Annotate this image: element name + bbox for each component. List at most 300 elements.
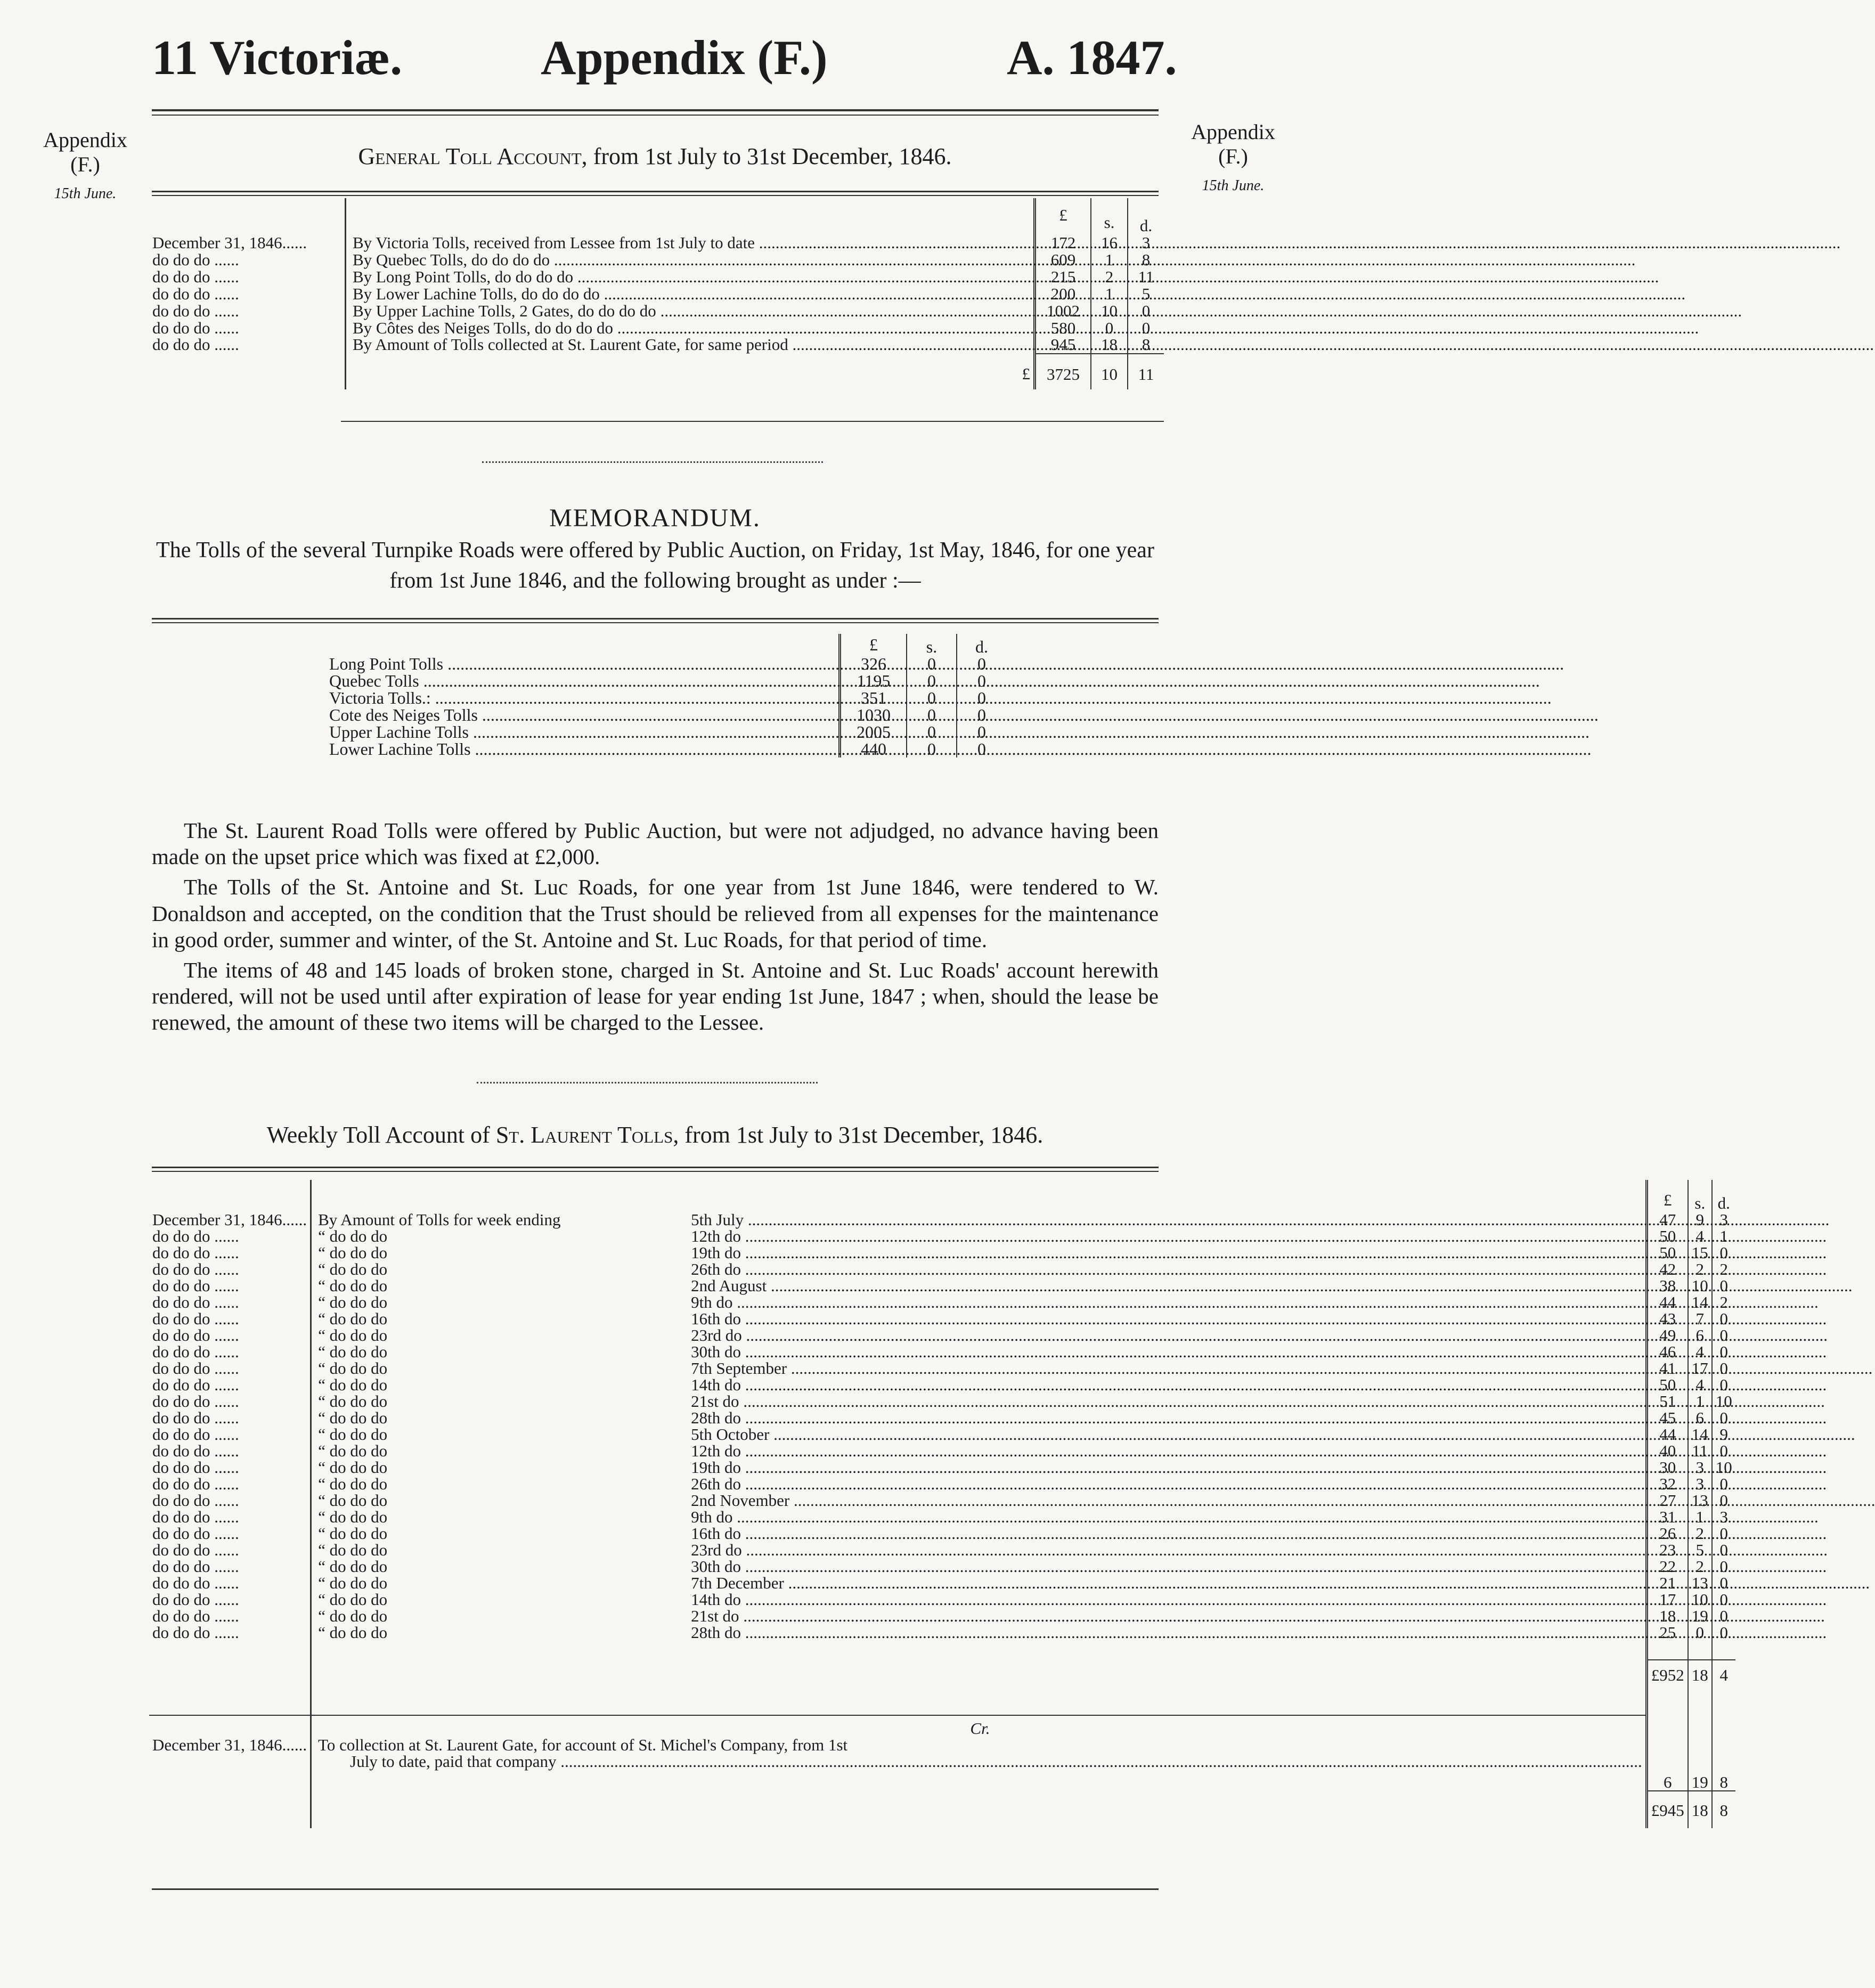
row-week-ending: 2nd November ..... bbox=[691, 1491, 1875, 1510]
header-rule-top bbox=[152, 109, 1159, 111]
row-week-ending: 16th do ..... bbox=[691, 1309, 1827, 1328]
row-date: do do do ...... bbox=[152, 1590, 239, 1609]
row-shillings: 1 bbox=[1688, 1393, 1712, 1409]
row-shillings: 4 bbox=[1688, 1343, 1712, 1360]
row-pence: 0 bbox=[1128, 320, 1164, 337]
table-row bbox=[149, 303, 1164, 320]
header-left: 11 Victoriæ. bbox=[152, 30, 403, 85]
memorandum-price-table bbox=[326, 634, 1006, 757]
row-date: do do do ...... bbox=[152, 1276, 239, 1295]
row-description-text: “ do do do bbox=[318, 1574, 388, 1592]
row-week-ending: 21st do ..... bbox=[691, 1392, 1825, 1411]
row-week-ending: 19th do ..... bbox=[691, 1243, 1827, 1262]
table-row bbox=[149, 1294, 1735, 1310]
row-shillings: 17 bbox=[1688, 1360, 1712, 1376]
row-shillings: 14 bbox=[1688, 1294, 1712, 1310]
table-row bbox=[149, 1261, 1735, 1277]
row-pounds: 44 bbox=[1646, 1426, 1688, 1443]
general-rule-2 bbox=[152, 195, 1159, 196]
row-week-ending: 26th do ..... bbox=[691, 1260, 1827, 1278]
row-pounds: 580 bbox=[1035, 320, 1091, 337]
row-pence: 0 bbox=[1712, 1558, 1735, 1575]
row-description bbox=[311, 1228, 1647, 1244]
row-description bbox=[311, 1575, 1647, 1591]
weekly-account-rows bbox=[149, 1211, 1735, 1641]
row-week-ending: 5th July ..... bbox=[691, 1210, 1829, 1229]
row-date: do do do ...... bbox=[152, 1607, 239, 1625]
table-row bbox=[149, 1608, 1735, 1624]
item-name-text: Cote des Neiges Tolls ..... bbox=[329, 705, 1599, 724]
divider-wavy-1 bbox=[482, 458, 823, 463]
row-shillings: 1 bbox=[1091, 251, 1128, 268]
row-description bbox=[311, 1459, 1647, 1476]
table-row bbox=[149, 1459, 1735, 1476]
row-description bbox=[346, 251, 1035, 268]
row-date: do do do ...... bbox=[152, 1309, 239, 1328]
row-week-ending: 21st do ..... bbox=[691, 1607, 1825, 1625]
list-item bbox=[326, 723, 1006, 740]
row-pounds: 609 bbox=[1035, 251, 1091, 268]
item-shillings: 0 bbox=[907, 672, 957, 689]
item-shillings: 0 bbox=[907, 689, 957, 706]
row-date: do do do ...... bbox=[152, 1392, 239, 1411]
weekly-cr-row bbox=[149, 1737, 1735, 1791]
item-shillings: 0 bbox=[907, 740, 957, 757]
row-date: do do do ...... bbox=[152, 1342, 239, 1361]
table-row bbox=[149, 1310, 1735, 1327]
row-shillings: 6 bbox=[1688, 1327, 1712, 1343]
weekly-cr-desc-2: July to date, paid that company ..... bbox=[350, 1752, 1642, 1771]
row-description bbox=[311, 1492, 1647, 1509]
row-description bbox=[311, 1525, 1647, 1542]
row-date: do do do ...... bbox=[152, 1508, 239, 1526]
row-description-text: By Upper Lachine Tolls, 2 Gates, do do do do ..... bbox=[353, 302, 1742, 320]
general-account-title-sc: General Toll Account, bbox=[358, 143, 588, 169]
row-pounds: 45 bbox=[1646, 1409, 1688, 1426]
row-description-text: By Côtes des Neiges Tolls, do do do do ..... bbox=[353, 319, 1699, 337]
memo-paragraph-2: The Tolls of the St. Antoine and St. Luc Roads, for one year from 1st June 1846, were tendered to W. Donaldson and accepted, on the condition that the Trust should be relieved from all expenses for the maintenance in good order, summer and winter, of the St. Antoine and St. Luc Roads, for that period of time. bbox=[152, 875, 1159, 952]
general-total-row bbox=[149, 354, 1164, 389]
table-row bbox=[149, 234, 1164, 251]
row-pence: 0 bbox=[1128, 303, 1164, 320]
row-description-text: “ do do do bbox=[318, 1607, 388, 1625]
weekly-account-title bbox=[0, 1121, 1310, 1148]
row-description-text: “ do do do bbox=[318, 1326, 388, 1345]
row-date: do do do ...... bbox=[152, 1227, 239, 1245]
weekly-net-s: 18 bbox=[1688, 1791, 1712, 1828]
margin-note-right-date: 15th June. bbox=[1202, 177, 1265, 194]
row-date: do do do ...... bbox=[152, 1474, 239, 1493]
table-row bbox=[149, 251, 1164, 268]
row-date: do do do ...... bbox=[152, 284, 239, 303]
row-description bbox=[311, 1509, 1647, 1525]
general-account-rows bbox=[149, 234, 1164, 354]
row-date: do do do ...... bbox=[152, 1293, 239, 1311]
row-week-ending: 26th do ..... bbox=[691, 1474, 1827, 1493]
general-rule-1 bbox=[152, 191, 1159, 192]
item-pence: 0 bbox=[957, 740, 1006, 757]
row-date: do do do ...... bbox=[152, 1557, 239, 1576]
weekly-rule-1 bbox=[152, 1167, 1159, 1168]
weekly-col-l: £ bbox=[1646, 1180, 1688, 1211]
row-date: do do do ...... bbox=[152, 1408, 239, 1427]
row-date: December 31, 1846...... bbox=[152, 233, 307, 252]
row-description-text: “ do do do bbox=[318, 1408, 388, 1427]
item-shillings: 0 bbox=[907, 723, 957, 740]
memo-col-s: s. bbox=[907, 634, 957, 655]
row-pounds: 51 bbox=[1646, 1393, 1688, 1409]
item-name-text: Quebec Tolls ..... bbox=[329, 671, 1540, 690]
row-pence: 2 bbox=[1712, 1261, 1735, 1277]
item-pounds: 440 bbox=[840, 740, 907, 757]
memorandum-title: MEMORANDUM. bbox=[549, 504, 761, 532]
weekly-subtotal-s: 18 bbox=[1688, 1660, 1712, 1715]
row-shillings: 11 bbox=[1688, 1443, 1712, 1459]
row-pounds: 41 bbox=[1646, 1360, 1688, 1376]
row-pence: 0 bbox=[1712, 1492, 1735, 1509]
item-pounds: 1030 bbox=[840, 706, 907, 723]
item-pence: 0 bbox=[957, 689, 1006, 706]
general-col-l: £ bbox=[1035, 198, 1091, 234]
row-shillings: 4 bbox=[1688, 1376, 1712, 1393]
item-pence: 0 bbox=[957, 655, 1006, 672]
row-description bbox=[346, 234, 1035, 251]
table-row bbox=[149, 320, 1164, 337]
weekly-title-sc: St. Laurent Tolls, bbox=[495, 1122, 679, 1148]
row-shillings: 3 bbox=[1688, 1476, 1712, 1492]
row-date: do do do ...... bbox=[152, 301, 239, 320]
memo-paragraph-1: The St. Laurent Road Tolls were offered by Public Auction, but were not adjudged, no advance having been made on the upset price which was fixed at £2,000. bbox=[152, 818, 1159, 869]
row-description bbox=[311, 1608, 1647, 1624]
row-pounds: 50 bbox=[1646, 1244, 1688, 1261]
margin-note-left-date: 15th June. bbox=[54, 185, 117, 202]
row-pounds: 49 bbox=[1646, 1327, 1688, 1343]
item-name-text: Lower Lachine Tolls ..... bbox=[329, 739, 1592, 759]
general-total-d: 11 bbox=[1128, 354, 1164, 389]
row-pounds: 25 bbox=[1646, 1624, 1688, 1641]
row-date: do do do ...... bbox=[152, 1375, 239, 1394]
table-row bbox=[149, 336, 1164, 354]
row-week-ending: 14th do ..... bbox=[691, 1375, 1827, 1394]
general-total-s: 10 bbox=[1091, 354, 1128, 389]
row-shillings: 2 bbox=[1091, 268, 1128, 286]
table-row bbox=[149, 1376, 1735, 1393]
row-description-text: “ do do do bbox=[318, 1425, 388, 1444]
row-description-text: “ do do do bbox=[318, 1342, 388, 1361]
row-pence: 0 bbox=[1712, 1277, 1735, 1294]
table-row bbox=[149, 1409, 1735, 1426]
row-pounds: 1002 bbox=[1035, 303, 1091, 320]
margin-note-left-code: (F.) bbox=[70, 152, 100, 176]
weekly-account-table bbox=[149, 1180, 1735, 1828]
row-shillings: 9 bbox=[1688, 1211, 1712, 1228]
row-description-text: “ do do do bbox=[318, 1260, 388, 1278]
row-week-ending: 7th September ..... bbox=[691, 1359, 1872, 1378]
item-pounds: 351 bbox=[840, 689, 907, 706]
row-week-ending: 30th do ..... bbox=[691, 1342, 1827, 1361]
row-pence: 3 bbox=[1712, 1509, 1735, 1525]
row-date: do do do ...... bbox=[152, 318, 239, 337]
weekly-rule-2 bbox=[152, 1171, 1159, 1172]
row-shillings: 13 bbox=[1688, 1575, 1712, 1591]
row-pounds: 31 bbox=[1646, 1509, 1688, 1525]
row-pence: 0 bbox=[1712, 1624, 1735, 1641]
row-description bbox=[311, 1211, 1647, 1228]
table-row bbox=[149, 1492, 1735, 1509]
row-description bbox=[311, 1376, 1647, 1393]
row-description-text: “ do do do bbox=[318, 1359, 388, 1378]
row-date: do do do ...... bbox=[152, 335, 239, 354]
row-pounds: 38 bbox=[1646, 1277, 1688, 1294]
row-week-ending: 30th do ..... bbox=[691, 1557, 1827, 1576]
row-week-ending: 23rd do ..... bbox=[691, 1326, 1828, 1345]
item-name bbox=[326, 723, 840, 740]
row-pence: 9 bbox=[1712, 1426, 1735, 1443]
table-row bbox=[149, 1509, 1735, 1525]
row-date: do do do ...... bbox=[152, 1359, 239, 1378]
margin-note-left-label: Appendix bbox=[43, 128, 127, 152]
row-description-text: By Victoria Tolls, received from Lessee from 1st July to date ..... bbox=[353, 233, 1840, 252]
general-account-title-rest: from 1st July to 31st December, 1846. bbox=[593, 143, 952, 169]
margin-note-right-code: (F.) bbox=[1218, 144, 1248, 168]
table-row bbox=[149, 1360, 1735, 1376]
row-pounds: 215 bbox=[1035, 268, 1091, 286]
row-description bbox=[346, 268, 1035, 286]
row-pounds: 17 bbox=[1646, 1591, 1688, 1608]
row-pence: 0 bbox=[1712, 1608, 1735, 1624]
row-pence: 0 bbox=[1712, 1591, 1735, 1608]
weekly-title-rest: from 1st July to 31st December, 1846. bbox=[684, 1122, 1044, 1148]
row-date: do do do ...... bbox=[152, 250, 239, 269]
row-pence: 1 bbox=[1712, 1228, 1735, 1244]
row-pence: 2 bbox=[1712, 1294, 1735, 1310]
row-week-ending: 16th do ..... bbox=[691, 1524, 1827, 1543]
row-description bbox=[311, 1294, 1647, 1310]
row-description-text: “ do do do bbox=[318, 1375, 388, 1394]
weekly-subtotal-values bbox=[149, 1660, 1735, 1715]
weekly-net-d: 8 bbox=[1712, 1791, 1735, 1828]
row-description bbox=[311, 1409, 1647, 1426]
row-pounds: 172 bbox=[1035, 234, 1091, 251]
row-shillings: 18 bbox=[1091, 336, 1128, 354]
row-shillings: 7 bbox=[1688, 1310, 1712, 1327]
item-pounds: 326 bbox=[840, 655, 907, 672]
table-row bbox=[149, 1244, 1735, 1261]
row-shillings: 10 bbox=[1688, 1277, 1712, 1294]
row-description bbox=[311, 1277, 1647, 1294]
list-item bbox=[326, 655, 1006, 672]
row-pence: 0 bbox=[1712, 1343, 1735, 1360]
row-pence: 0 bbox=[1712, 1244, 1735, 1261]
weekly-cr-date: December 31, 1846...... bbox=[152, 1736, 307, 1754]
item-pence: 0 bbox=[957, 723, 1006, 740]
weekly-col-d: d. bbox=[1712, 1180, 1735, 1211]
row-shillings: 2 bbox=[1688, 1525, 1712, 1542]
row-shillings: 15 bbox=[1688, 1244, 1712, 1261]
weekly-cr-label: Cr. bbox=[311, 1715, 1647, 1737]
row-pence: 3 bbox=[1712, 1211, 1735, 1228]
row-date: do do do ...... bbox=[152, 1458, 239, 1477]
row-week-ending: 2nd August ..... bbox=[691, 1276, 1852, 1295]
row-description bbox=[311, 1244, 1647, 1261]
table-row bbox=[149, 1228, 1735, 1244]
row-description-text: “ do do do bbox=[318, 1243, 388, 1262]
row-date: do do do ...... bbox=[152, 1441, 239, 1460]
row-pence: 0 bbox=[1712, 1443, 1735, 1459]
row-pounds: 50 bbox=[1646, 1376, 1688, 1393]
row-pence: 3 bbox=[1128, 234, 1164, 251]
row-pounds: 26 bbox=[1646, 1525, 1688, 1542]
row-shillings: 10 bbox=[1688, 1591, 1712, 1608]
row-pence: 5 bbox=[1128, 286, 1164, 303]
row-week-ending: 28th do ..... bbox=[691, 1623, 1827, 1642]
row-description bbox=[311, 1542, 1647, 1558]
row-shillings: 1 bbox=[1091, 286, 1128, 303]
row-description-text: “ do do do bbox=[318, 1227, 388, 1245]
general-col-d: d. bbox=[1128, 198, 1164, 234]
row-description bbox=[346, 336, 1035, 354]
row-week-ending: 28th do ..... bbox=[691, 1408, 1827, 1427]
general-header-row bbox=[149, 198, 1164, 234]
general-total-l: 3725 bbox=[1035, 354, 1091, 389]
item-pence: 0 bbox=[957, 672, 1006, 689]
table-row bbox=[149, 1575, 1735, 1591]
row-pounds: 47 bbox=[1646, 1211, 1688, 1228]
row-description bbox=[346, 320, 1035, 337]
row-date: do do do ...... bbox=[152, 1491, 239, 1510]
row-description bbox=[311, 1310, 1647, 1327]
row-week-ending: 12th do ..... bbox=[691, 1441, 1827, 1460]
row-date: do do do ...... bbox=[152, 1623, 239, 1642]
row-week-ending: 23rd do ..... bbox=[691, 1541, 1828, 1559]
row-description bbox=[311, 1261, 1647, 1277]
table-row bbox=[149, 268, 1164, 286]
row-date: do do do ...... bbox=[152, 1541, 239, 1559]
header-center: Appendix (F.) bbox=[541, 30, 828, 85]
row-description bbox=[311, 1327, 1647, 1343]
general-total-symbol: £ bbox=[346, 354, 1035, 389]
table-row bbox=[149, 1591, 1735, 1608]
row-week-ending: 7th December ..... bbox=[691, 1574, 1870, 1592]
margin-note-right-label: Appendix bbox=[1191, 120, 1275, 144]
row-pounds: 200 bbox=[1035, 286, 1091, 303]
row-week-ending: 12th do ..... bbox=[691, 1227, 1827, 1245]
table-row bbox=[149, 1476, 1735, 1492]
divider-wavy-2 bbox=[477, 1079, 818, 1083]
memorandum-intro: The Tolls of the several Turnpike Roads were offered by Public Auction, on Friday, 1st May, 1846, for one year from 1st June 1846, and the following brought as under :— bbox=[156, 538, 1154, 593]
row-description bbox=[311, 1393, 1647, 1409]
table-row bbox=[149, 1443, 1735, 1459]
row-description-text: “ do do do bbox=[318, 1474, 388, 1493]
memorandum-paragraphs bbox=[152, 818, 1159, 1040]
row-description-text: “ do do do bbox=[318, 1392, 388, 1411]
row-description-text: “ do do do bbox=[318, 1524, 388, 1543]
row-date: do do do ...... bbox=[152, 267, 239, 286]
row-pounds: 30 bbox=[1646, 1459, 1688, 1476]
memo-paragraph-3: The items of 48 and 145 loads of broken stone, charged in St. Antoine and St. Luc Roads' account herewith rendered, will not be used until after expiration of lease for year ending 1st June, 1847 ; when, should the lease be renewed, the amount of these two items will be charged to the Lessee. bbox=[152, 957, 1159, 1035]
row-shillings: 0 bbox=[1091, 320, 1128, 337]
item-name-text: Long Point Tolls ..... bbox=[329, 654, 1564, 673]
item-name-text: Victoria Tolls.: ..... bbox=[329, 688, 1552, 707]
row-shillings: 0 bbox=[1688, 1624, 1712, 1641]
item-name bbox=[326, 706, 840, 723]
row-description-text: By Long Point Tolls, do do do do ..... bbox=[353, 267, 1659, 286]
row-pence: 0 bbox=[1712, 1542, 1735, 1558]
weekly-rule-bottom bbox=[152, 1888, 1159, 1890]
weekly-col-s: s. bbox=[1688, 1180, 1712, 1211]
table-row bbox=[149, 1277, 1735, 1294]
row-pence: 11 bbox=[1128, 268, 1164, 286]
row-pence: 0 bbox=[1712, 1575, 1735, 1591]
weekly-net-row bbox=[149, 1791, 1735, 1828]
row-description-text: “ do do do bbox=[318, 1458, 388, 1477]
table-row bbox=[149, 1525, 1735, 1542]
item-name bbox=[326, 689, 840, 706]
item-shillings: 0 bbox=[907, 655, 957, 672]
row-pence: 0 bbox=[1712, 1310, 1735, 1327]
row-pence: 8 bbox=[1128, 251, 1164, 268]
table-row bbox=[149, 286, 1164, 303]
list-item bbox=[326, 706, 1006, 723]
row-shillings: 14 bbox=[1688, 1426, 1712, 1443]
row-pence: 0 bbox=[1712, 1476, 1735, 1492]
row-pounds: 945 bbox=[1035, 336, 1091, 354]
row-date: do do do ...... bbox=[152, 1524, 239, 1543]
row-description bbox=[311, 1360, 1647, 1376]
row-description bbox=[311, 1443, 1647, 1459]
row-description-text: “ do do do bbox=[318, 1590, 388, 1609]
row-week-ending: 9th do ..... bbox=[691, 1293, 1819, 1311]
row-description bbox=[311, 1591, 1647, 1608]
item-name bbox=[326, 655, 840, 672]
table-row bbox=[149, 1558, 1735, 1575]
row-description-text: “ do do do bbox=[318, 1276, 388, 1295]
row-date: do do do ...... bbox=[152, 1260, 239, 1278]
row-shillings: 3 bbox=[1688, 1459, 1712, 1476]
row-shillings: 13 bbox=[1688, 1492, 1712, 1509]
row-description bbox=[346, 286, 1035, 303]
item-shillings: 0 bbox=[907, 706, 957, 723]
item-name-text: Upper Lachine Tolls ..... bbox=[329, 722, 1589, 742]
row-description-text: “ do do do bbox=[318, 1623, 388, 1642]
row-pounds: 22 bbox=[1646, 1558, 1688, 1575]
table-row bbox=[149, 1542, 1735, 1558]
row-pence: 0 bbox=[1712, 1525, 1735, 1542]
row-pounds: 40 bbox=[1646, 1443, 1688, 1459]
row-week-ending: 14th do ..... bbox=[691, 1590, 1827, 1609]
row-pounds: 50 bbox=[1646, 1228, 1688, 1244]
row-description-text: By Lower Lachine Tolls, do do do do ..... bbox=[353, 284, 1685, 303]
row-shillings: 2 bbox=[1688, 1558, 1712, 1575]
row-date: do do do ...... bbox=[152, 1243, 239, 1262]
memo-col-d: d. bbox=[957, 634, 1006, 655]
row-description bbox=[311, 1426, 1647, 1443]
general-account-title bbox=[0, 143, 1310, 170]
row-pence: 0 bbox=[1712, 1327, 1735, 1343]
weekly-cr-desc-1: To collection at St. Laurent Gate, for account of St. Michel's Company, from 1st bbox=[318, 1736, 848, 1754]
header-right: A. 1847. bbox=[1007, 30, 1177, 85]
table-row bbox=[149, 1343, 1735, 1360]
row-pence: 8 bbox=[1128, 336, 1164, 354]
memo-rule-2 bbox=[152, 622, 1159, 623]
row-description bbox=[346, 303, 1035, 320]
weekly-cr-label-row bbox=[149, 1715, 1735, 1737]
row-shillings: 2 bbox=[1688, 1261, 1712, 1277]
row-description bbox=[311, 1624, 1647, 1641]
row-shillings: 4 bbox=[1688, 1228, 1712, 1244]
general-col-s: s. bbox=[1091, 198, 1128, 234]
row-pounds: 18 bbox=[1646, 1608, 1688, 1624]
